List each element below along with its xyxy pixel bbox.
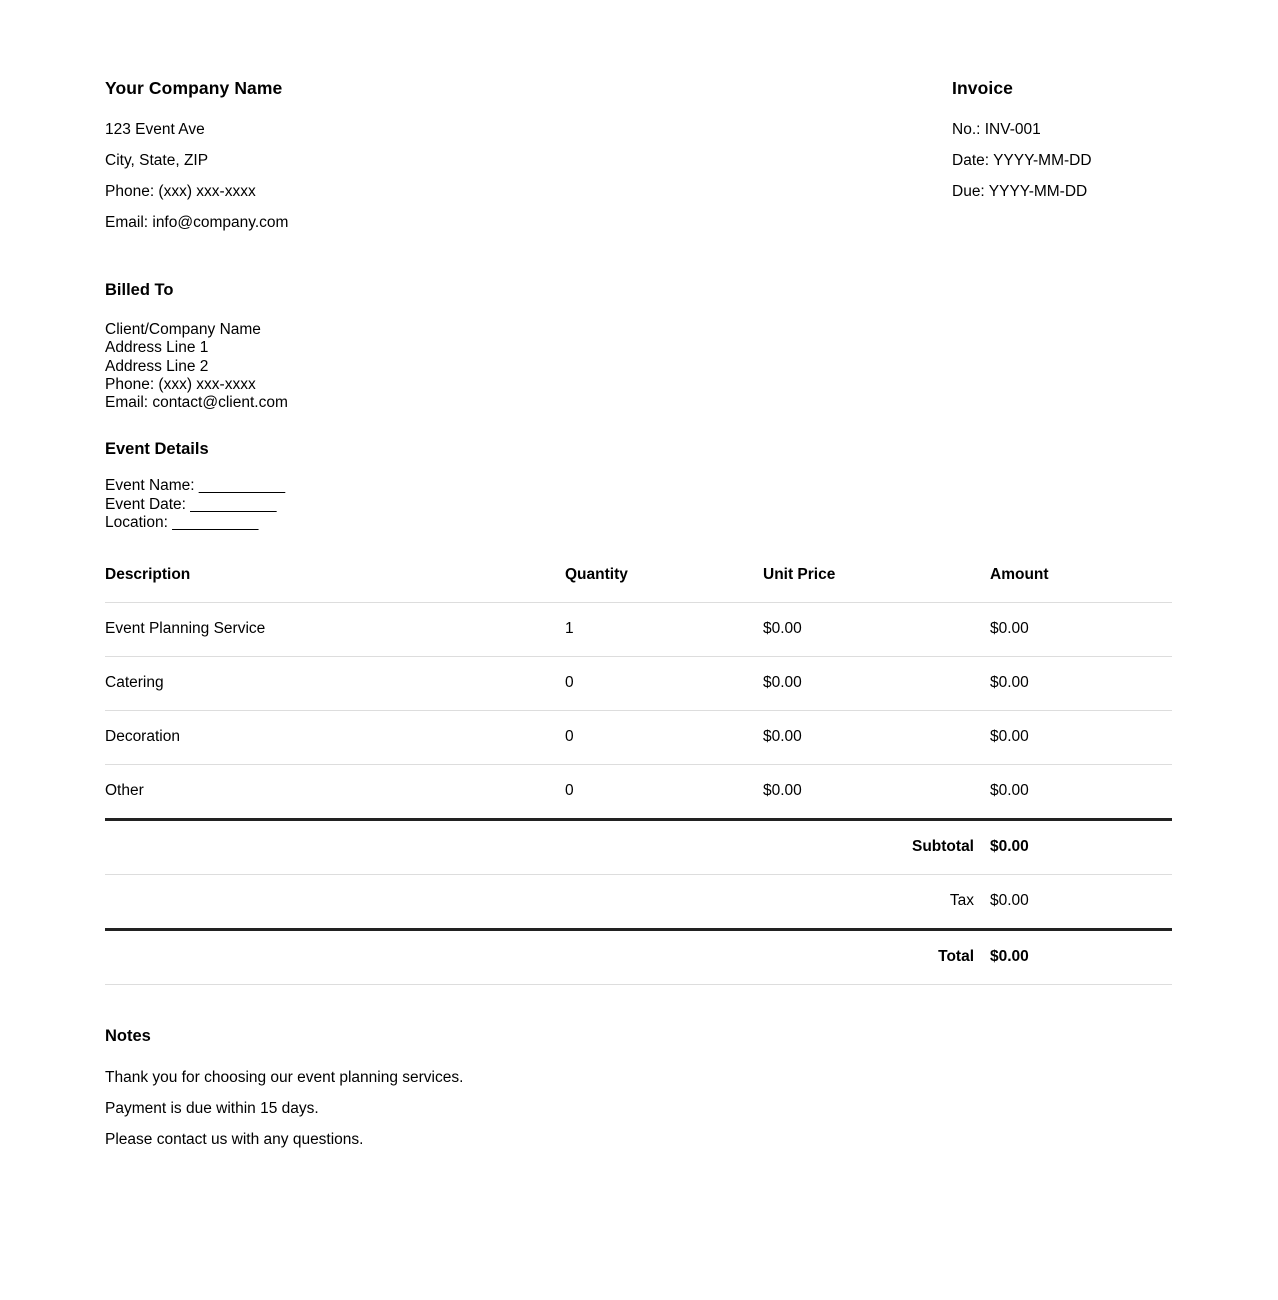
company-email: Email: info@company.com: [105, 214, 289, 232]
company-address-line: City, State, ZIP: [105, 152, 209, 170]
company-block: [105, 78, 665, 231]
client-phone: Phone: (xxx) xxx-xxxx: [105, 375, 256, 393]
event-location-field[interactable]: Location: __________: [105, 513, 259, 531]
event-date-field[interactable]: Event Date: __________: [105, 495, 277, 513]
total-value: $0.00: [990, 930, 1172, 985]
item-quantity: 1: [565, 603, 763, 657]
tax-value: $0.00: [990, 875, 1172, 930]
totals-spacer: [565, 821, 763, 875]
subtotal-value: $0.00: [990, 821, 1172, 875]
total-row: [105, 930, 1172, 985]
client-name: Client/Company Name: [105, 320, 261, 338]
client-email: Email: contact@client.com: [105, 394, 288, 412]
company-phone: Phone: (xxx) xxx-xxxx: [105, 183, 256, 201]
column-header-description: Description: [105, 566, 565, 603]
totals-spacer: [105, 875, 565, 930]
item-quantity: 0: [565, 765, 763, 820]
table-row: [105, 711, 1172, 765]
note-line: Please contact us with any questions.: [105, 1131, 364, 1149]
item-description: Other: [105, 765, 565, 820]
invoice-title: Invoice: [952, 78, 1014, 98]
tax-label: Tax: [763, 875, 990, 930]
item-unit-price: $0.00: [763, 657, 990, 711]
column-header-quantity: Quantity: [565, 566, 763, 603]
event-details-heading: Event Details: [105, 440, 209, 459]
company-name: Your Company Name: [105, 78, 283, 98]
note-line: Thank you for choosing our event planning services.: [105, 1068, 464, 1086]
subtotal-label: Subtotal: [763, 821, 990, 875]
item-amount: $0.00: [990, 765, 1172, 820]
invoice-meta-block: [952, 78, 1172, 200]
company-address-line: 123 Event Ave: [105, 121, 205, 138]
line-items-table: [105, 566, 1172, 821]
totals-spacer: [565, 930, 763, 985]
item-amount: $0.00: [990, 711, 1172, 765]
item-quantity: 0: [565, 711, 763, 765]
client-address-line: Address Line 1: [105, 339, 209, 357]
table-header-row: [105, 566, 1172, 603]
table-row: [105, 765, 1172, 820]
invoice-date: Date: YYYY-MM-DD: [952, 152, 1092, 170]
totals-spacer: [105, 821, 565, 875]
column-header-amount: Amount: [990, 566, 1172, 603]
invoice-due-date: Due: YYYY-MM-DD: [952, 183, 1088, 201]
table-row: [105, 603, 1172, 657]
item-unit-price: $0.00: [763, 765, 990, 820]
event-name-field[interactable]: Event Name: __________: [105, 477, 286, 495]
billed-to-section: [105, 281, 1172, 412]
item-amount: $0.00: [990, 657, 1172, 711]
invoice-header: [105, 78, 1172, 231]
notes-section: [105, 1027, 1172, 1148]
totals-table: [105, 821, 1172, 985]
billed-to-heading: Billed To: [105, 281, 174, 300]
subtotal-row: [105, 821, 1172, 875]
event-details-section: [105, 440, 1172, 532]
note-line: Payment is due within 15 days.: [105, 1100, 319, 1117]
item-description: Catering: [105, 657, 565, 711]
column-header-unit-price: Unit Price: [763, 566, 990, 603]
table-row: [105, 657, 1172, 711]
item-amount: $0.00: [990, 603, 1172, 657]
invoice-number: No.: INV-001: [952, 121, 1041, 138]
total-label: Total: [763, 930, 990, 985]
item-quantity: 0: [565, 657, 763, 711]
totals-spacer: [565, 875, 763, 930]
tax-row: [105, 875, 1172, 930]
item-unit-price: $0.00: [763, 711, 990, 765]
totals-spacer: [105, 930, 565, 985]
notes-heading: Notes: [105, 1027, 151, 1046]
item-description: Decoration: [105, 711, 565, 765]
client-address-line: Address Line 2: [105, 357, 209, 375]
item-description: Event Planning Service: [105, 603, 565, 657]
item-unit-price: $0.00: [763, 603, 990, 657]
